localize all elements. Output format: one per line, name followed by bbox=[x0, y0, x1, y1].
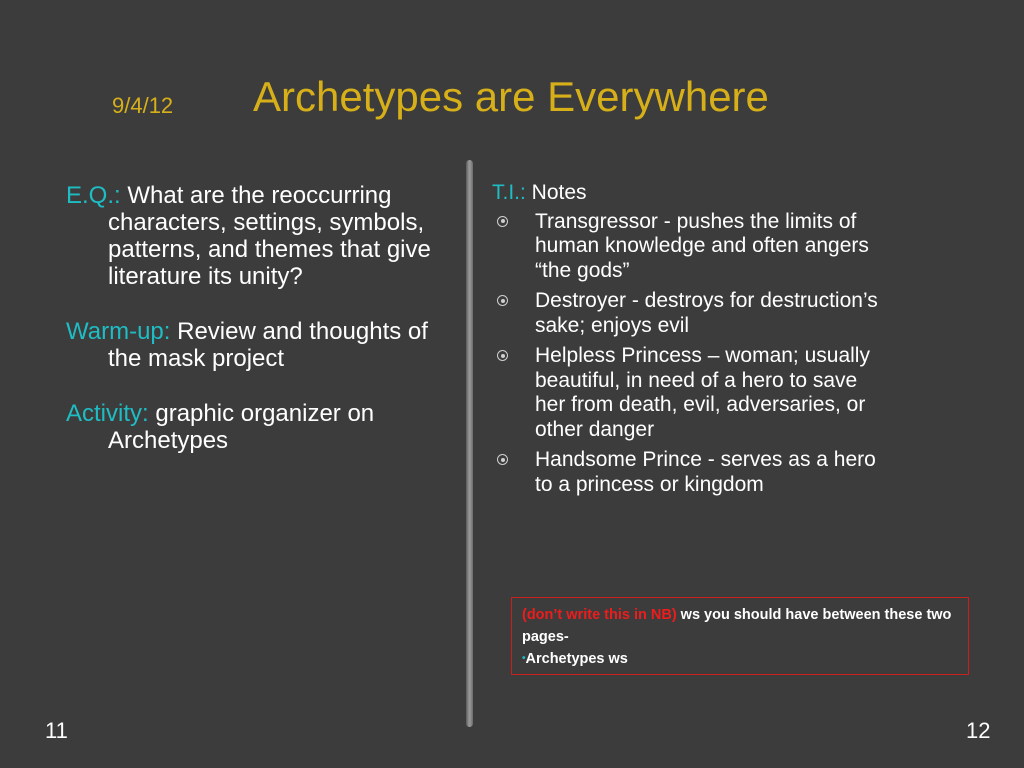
note-item bbox=[522, 648, 962, 670]
archetype-list bbox=[492, 210, 892, 498]
slide-title: Archetypes are Everywhere bbox=[253, 73, 769, 120]
left-column bbox=[66, 182, 461, 482]
warmup-label: Warm-up: bbox=[66, 318, 171, 345]
teaching-input bbox=[492, 181, 892, 206]
circle-bullet-icon bbox=[497, 295, 508, 306]
ti-label: T.I.: bbox=[492, 181, 526, 204]
note-item-text: Archetypes ws bbox=[525, 651, 628, 667]
eq-text: What are the reoccurring characters, settings, symbols, patterns, and themes that give literature its unity? bbox=[108, 182, 431, 290]
circle-bullet-icon bbox=[497, 454, 508, 465]
activity-text: graphic organizer on Archetypes bbox=[108, 400, 375, 454]
page-number-left: 11 bbox=[45, 718, 68, 743]
note-red-text: (don’t write this in NB) bbox=[522, 607, 677, 623]
warmup-text: Review and thoughts of the mask project bbox=[108, 318, 428, 372]
circle-bullet-icon bbox=[497, 350, 508, 361]
column-divider bbox=[466, 160, 473, 727]
archetype-text: Handsome Prince - serves as a hero to a princess or kingdom bbox=[535, 448, 876, 496]
archetype-text: Helpless Princess – woman; usually beautiful, in need of a hero to save her from death, evil, adversaries, or other danger bbox=[535, 344, 870, 441]
warm-up bbox=[66, 318, 461, 372]
slide-date: 9/4/12 bbox=[112, 93, 174, 118]
page-number-right: 12 bbox=[966, 718, 991, 743]
activity bbox=[66, 400, 461, 454]
list-item bbox=[492, 210, 892, 284]
activity-label: Activity: bbox=[66, 400, 149, 427]
note-box bbox=[511, 597, 969, 675]
note-text: ws you should have between these two pages- bbox=[522, 607, 952, 645]
archetype-text: Transgressor - pushes the limits of human knowledge and often angers “the gods” bbox=[535, 209, 869, 282]
right-column bbox=[492, 181, 892, 503]
circle-bullet-icon bbox=[497, 216, 508, 227]
essential-question bbox=[66, 182, 461, 290]
list-item bbox=[492, 289, 892, 338]
list-item bbox=[492, 344, 892, 442]
note-bullet: • bbox=[522, 653, 526, 664]
archetype-text: Destroyer - destroys for destruction’s sake; enjoys evil bbox=[535, 289, 878, 337]
ti-text: Notes bbox=[525, 181, 587, 204]
list-item bbox=[492, 448, 892, 497]
note-line bbox=[522, 604, 962, 648]
eq-label: E.Q.: bbox=[66, 182, 121, 209]
